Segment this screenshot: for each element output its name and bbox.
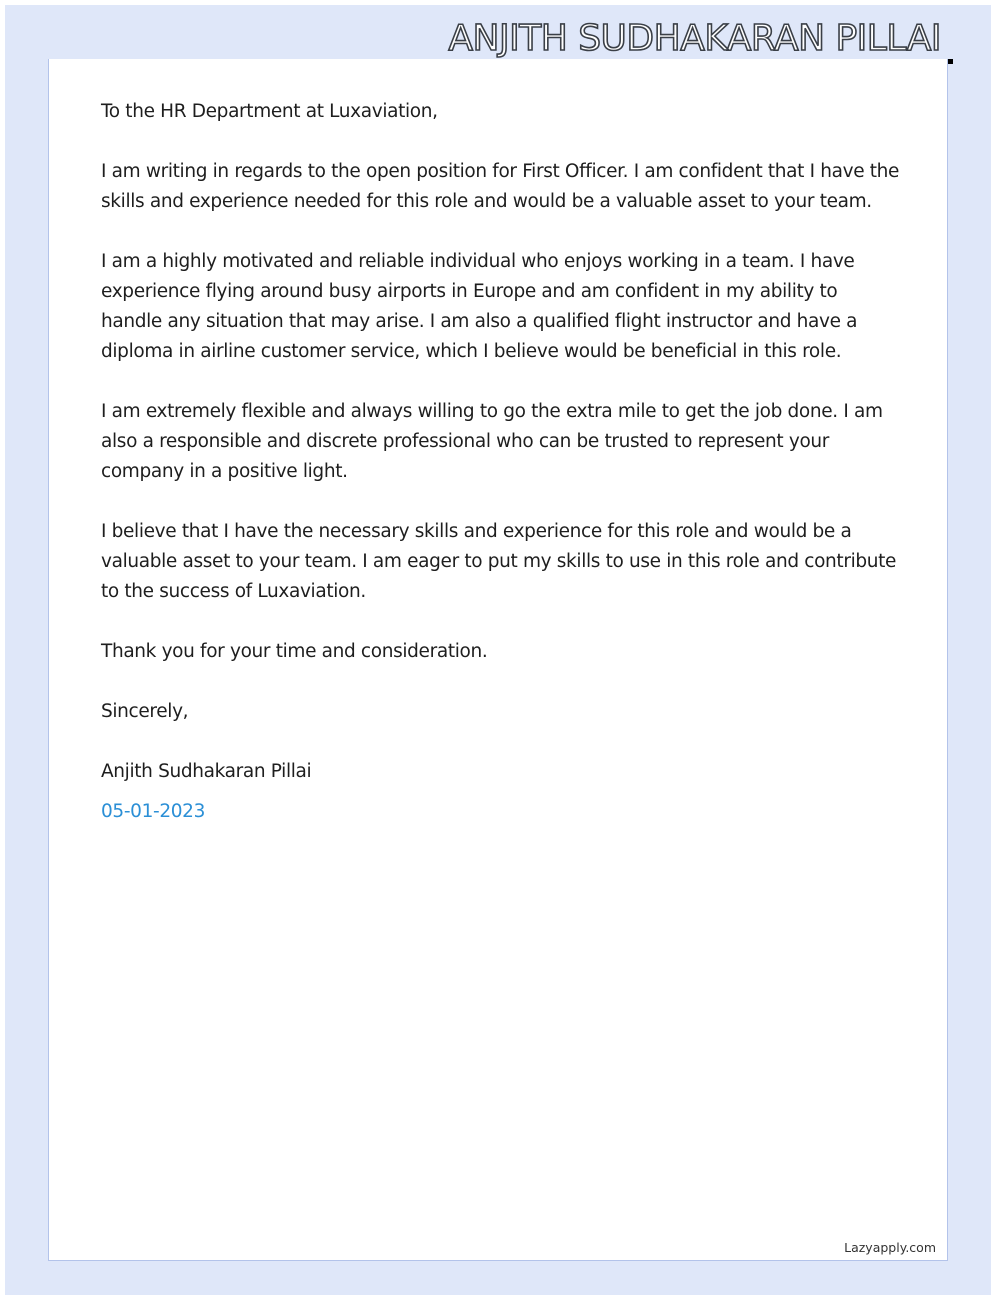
signature-name: Anjith Sudhakaran Pillai bbox=[101, 761, 312, 782]
paragraph-2: I am a highly motivated and reliable individual who enjoys working in a team. I have experience flying around busy airports in Europe and am confident in my ability to handle any situation that may arise. I am also a qualified flight instructor and have a diploma in airline customer service, which I believe would be beneficial in this role. bbox=[101, 251, 858, 362]
letter-sheet bbox=[48, 59, 948, 1261]
paragraph-3: I am extremely flexible and always willing to go the extra mile to get the job done. I am also a responsible and discrete professional who can be trusted to represent your company in a positive light. bbox=[101, 401, 883, 482]
paragraph-1: I am writing in regards to the open position for First Officer. I am confident that I have the skills and experience needed for this role and would be a valuable asset to your team. bbox=[101, 161, 900, 212]
closing: Sincerely, bbox=[101, 701, 189, 722]
salutation: To the HR Department at Luxaviation, bbox=[101, 101, 438, 122]
paragraph-4: I believe that I have the necessary skills and experience for this role and would be a valuable asset to your team. I am eager to put my skills to use in this role and contribute to the success of Luxaviation. bbox=[101, 521, 897, 602]
applicant-name-header: ANJITH SUDHAKARAN PILLAI bbox=[448, 18, 941, 59]
cover-letter-body bbox=[101, 97, 901, 857]
paragraph-5: Thank you for your time and consideration. bbox=[101, 641, 488, 662]
footer-brand: Lazyapply.com bbox=[844, 1240, 936, 1255]
letter-date: 05-01-2023 bbox=[101, 801, 206, 822]
